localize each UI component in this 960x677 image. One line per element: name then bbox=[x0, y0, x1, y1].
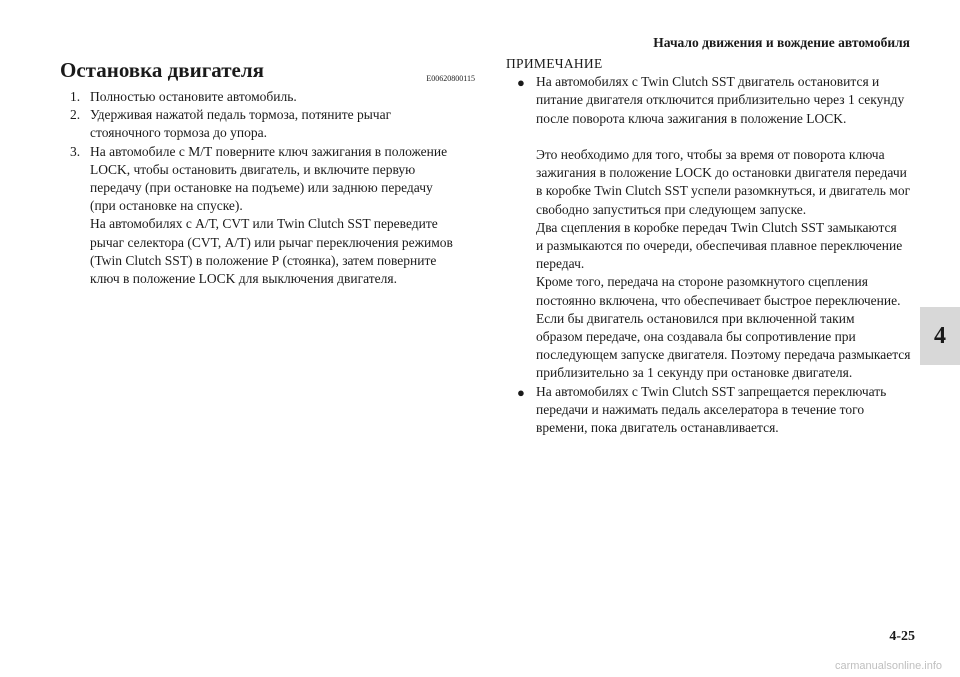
text-line: последующем запуске двигателя. Поэтому передача размыкается bbox=[536, 347, 911, 363]
text-line: приблизительно за 1 секунду при остановке двигателя. bbox=[536, 365, 853, 381]
text-line: На автомобилях с Twin Clutch SST двигатель остановится и bbox=[536, 74, 880, 90]
text-line: На автомобилях с А/Т, CVT или Twin Clutch SST переведите bbox=[90, 216, 438, 232]
text-line: Два сцепления в коробке передач Twin Clutch SST замыкаются bbox=[536, 219, 897, 235]
chapter-header: Начало движения и вождение автомобиля bbox=[653, 35, 910, 50]
step-number: 1. bbox=[70, 89, 81, 104]
left-column bbox=[60, 58, 475, 288]
text-line: LOCK, чтобы остановить двигатель, и включите первую bbox=[90, 161, 416, 177]
text-line: ключ в положение LOCK для выключения двигателя. bbox=[90, 271, 397, 287]
section-title-row bbox=[60, 58, 475, 88]
step-list bbox=[60, 88, 475, 288]
note-item bbox=[506, 73, 916, 382]
text-line: передачу (при остановке на подъеме) или заднюю передачу bbox=[90, 180, 433, 196]
text-line: стояночного тормоза до упора. bbox=[90, 125, 267, 141]
text-line: образом передаче, она создавала бы сопротивление при bbox=[536, 329, 856, 345]
paragraph-gap bbox=[536, 128, 916, 146]
text-line: Кроме того, передача на стороне разомкнутого сцепления bbox=[536, 274, 868, 290]
page-number: 4-25 bbox=[889, 629, 915, 644]
step-number: 2. bbox=[70, 107, 81, 123]
text-line: питание двигателя отключится приблизительно через 1 секунду bbox=[536, 92, 905, 108]
text-line: постоянно включена, что обеспечивает быстрое переключение. bbox=[536, 292, 901, 308]
step-number: 3. bbox=[70, 143, 81, 159]
step-item bbox=[60, 88, 475, 106]
bullet-icon: ● bbox=[517, 384, 525, 400]
text-line: свободно запуститься при следующем запуске. bbox=[536, 201, 807, 217]
right-column bbox=[506, 55, 916, 437]
text-line: На автомобилях с Twin Clutch SST запрещается переключать bbox=[536, 383, 887, 399]
step-item bbox=[60, 106, 475, 142]
text-line: Удерживая нажатой педаль тормоза, потяните рычаг bbox=[90, 107, 392, 123]
text-line: Полностью остановите автомобиль. bbox=[90, 89, 297, 104]
note-item bbox=[506, 383, 916, 438]
watermark: carmanualsonline.info bbox=[834, 660, 942, 672]
section-title: Остановка двигателя bbox=[60, 58, 265, 82]
text-line: и размыкаются по очереди, обеспечивая плавное переключение bbox=[536, 238, 903, 254]
note-title: ПРИМЕЧАНИЕ bbox=[506, 56, 603, 71]
text-line: (при остановке на спуске). bbox=[90, 198, 243, 214]
text-line: Это необходимо для того, чтобы за время от поворота ключа bbox=[536, 147, 885, 162]
section-code: E00620800115 bbox=[426, 74, 475, 83]
text-line: после поворота ключа зажигания в положение LOCK. bbox=[536, 110, 847, 126]
text-line: рычаг селектора (CVT, А/Т) или рычаг переключения режимов bbox=[90, 234, 453, 250]
text-line: времени, пока двигатель останавливается. bbox=[536, 420, 779, 436]
text-line: зажигания в положение LOCK до остановки двигателя передачи bbox=[536, 165, 907, 181]
note-list bbox=[506, 73, 916, 437]
bullet-icon: ● bbox=[517, 75, 525, 91]
chapter-tab: 4 bbox=[920, 307, 960, 365]
text-line: передач. bbox=[536, 256, 585, 272]
text-line: Если бы двигатель остановился при включенной таким bbox=[536, 310, 855, 326]
text-line: в коробке Twin Clutch SST успели разомкнуться, и двигатель мог bbox=[536, 183, 911, 199]
text-line: На автомобиле с М/Т поверните ключ зажигания в положение bbox=[90, 143, 448, 159]
text-line: (Twin Clutch SST) в положение Р (стоянка), затем поверните bbox=[90, 252, 437, 268]
step-item bbox=[60, 143, 475, 289]
text-line: передачи и нажимать педаль акселератора в течение того bbox=[536, 401, 865, 417]
